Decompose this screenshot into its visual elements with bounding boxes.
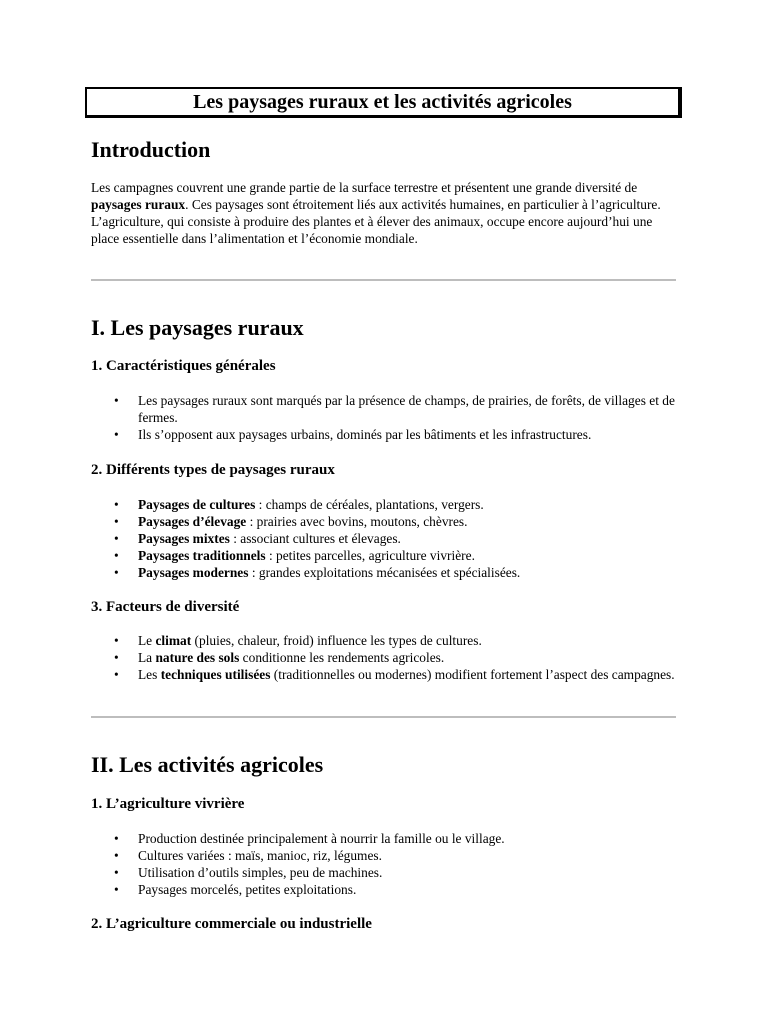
intro-heading: Introduction — [91, 137, 211, 162]
list-item-term: nature des sols — [155, 650, 240, 665]
list-item-term: Paysages modernes — [138, 565, 249, 580]
section1-sub2-list — [91, 496, 681, 581]
section1-heading: I. Les paysages ruraux — [91, 315, 304, 340]
intro-paragraph — [91, 179, 671, 247]
list-item-term: Paysages mixtes — [138, 531, 230, 546]
list-item-prefix: Le — [138, 633, 156, 648]
list-item-text: : prairies avec bovins, moutons, chèvres. — [246, 514, 468, 529]
intro-text-1: Les campagnes couvrent une grande partie de la surface terrestre et présentent une grande diversité de — [91, 180, 638, 195]
list-item: • Utilisation d’outils simples, peu de machines. — [91, 864, 681, 881]
intro-text-2: . Ces paysages sont étroitement liés aux activités humaines, en particulier à l’agriculture. L’agriculture, qui consiste à produire des plantes et à élever des animaux, occupe encore aujourd’hui une place essentielle dans l’alimentation et l’économie mondiale. — [91, 197, 661, 246]
list-item — [91, 496, 681, 513]
list-item-text: : associant cultures et élevages. — [229, 531, 401, 546]
list-item — [91, 547, 681, 564]
list-item: • Paysages morcelés, petites exploitations. — [91, 881, 681, 898]
section1-sub1-list — [91, 392, 681, 443]
list-item — [91, 564, 681, 581]
section-divider — [91, 716, 676, 718]
list-item: • Ils s’opposent aux paysages urbains, dominés par les bâtiments et les infrastructures. — [91, 426, 681, 443]
list-item-term: climat — [155, 633, 192, 648]
section-divider — [91, 279, 676, 281]
list-item-term: techniques utilisées — [160, 667, 271, 682]
section2-sub1-list — [91, 830, 681, 898]
list-item-text: (traditionnelles ou modernes) modifient fortement l’aspect des campagnes. — [270, 667, 675, 682]
list-item: • Production destinée principalement à nourrir la famille ou le village. — [91, 830, 681, 847]
section2-sub1-heading: 1. L’agriculture vivrière — [91, 796, 245, 812]
list-item: • Cultures variées : maïs, manioc, riz, légumes. — [91, 847, 681, 864]
list-item-text: conditionne les rendements agricoles. — [239, 650, 445, 665]
list-item-prefix: La — [138, 650, 156, 665]
section2-heading: II. Les activités agricoles — [91, 752, 324, 777]
list-item-text: : petites parcelles, agriculture vivrière. — [265, 548, 475, 563]
list-item-prefix: Les — [138, 667, 161, 682]
list-item-term: Paysages traditionnels — [138, 548, 266, 563]
list-item — [91, 666, 681, 683]
list-item-text: : grandes exploitations mécanisées et spécialisées. — [248, 565, 521, 580]
list-item — [91, 513, 681, 530]
list-item — [91, 632, 681, 649]
list-item — [91, 649, 681, 666]
document-title: Les paysages ruraux et les activités agricoles — [85, 87, 682, 118]
list-item-text: : champs de céréales, plantations, vergers. — [255, 497, 484, 512]
list-item — [91, 530, 681, 547]
section1-sub2-heading: 2. Différents types de paysages ruraux — [91, 462, 335, 478]
section2-sub2-heading: 2. L’agriculture commerciale ou industrielle — [91, 916, 372, 932]
list-item-term: Paysages d’élevage — [138, 514, 247, 529]
list-item: • Les paysages ruraux sont marqués par la présence de champs, de prairies, de forêts, de villages et de fermes. — [91, 392, 681, 426]
list-item-term: Paysages de cultures — [138, 497, 256, 512]
section1-sub3-heading: 3. Facteurs de diversité — [91, 599, 240, 615]
section1-sub3-list — [91, 632, 681, 683]
section1-sub1-heading: 1. Caractéristiques générales — [91, 358, 276, 374]
intro-bold-term: paysages ruraux — [91, 197, 186, 212]
list-item-text: (pluies, chaleur, froid) influence les types de cultures. — [191, 633, 482, 648]
